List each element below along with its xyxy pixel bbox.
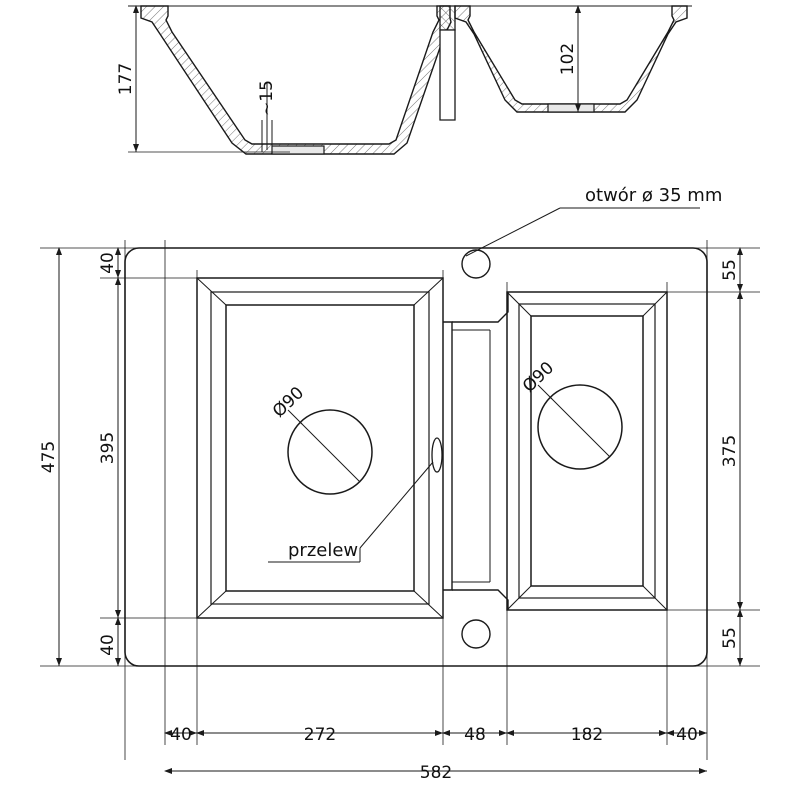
dim-depth-main: 177	[116, 62, 136, 96]
dim-divider-width: 48	[464, 725, 486, 745]
left-drain-slot	[272, 146, 324, 154]
label-tap-hole: otwór ø 35 mm	[585, 185, 723, 206]
dim-margin-right: 40	[676, 725, 698, 745]
dim-margin-bottom-left: 40	[98, 634, 118, 656]
top-view	[39, 185, 760, 783]
dim-overall-height: 475	[39, 440, 59, 474]
dim-overall-width: 582	[419, 763, 453, 783]
dim-margin-top-left: 40	[98, 252, 118, 274]
dim-inner-height: 395	[98, 431, 118, 465]
dim-left-bowl-width: 272	[303, 725, 337, 745]
dim-drain-left: Ø90	[268, 383, 309, 422]
dim-right-height: 375	[720, 434, 740, 468]
left-bowl-section-wall	[141, 6, 451, 154]
dim-margin-bottom-right: 55	[720, 627, 740, 649]
right-drain-slot	[548, 104, 594, 112]
dim-margin-top-right: 55	[720, 259, 740, 281]
label-overflow: przelew	[288, 540, 359, 561]
section-divider-top	[440, 6, 455, 30]
cross-section-view	[116, 6, 692, 154]
dim-depth-small: 102	[558, 42, 578, 76]
dim-right-bowl-width: 182	[570, 725, 604, 745]
dim-drain-right: Ø90	[518, 358, 559, 397]
dim-wall-thickness: ~15	[257, 80, 277, 116]
dim-margin-left: 40	[170, 725, 192, 745]
section-divider-body	[440, 30, 455, 120]
